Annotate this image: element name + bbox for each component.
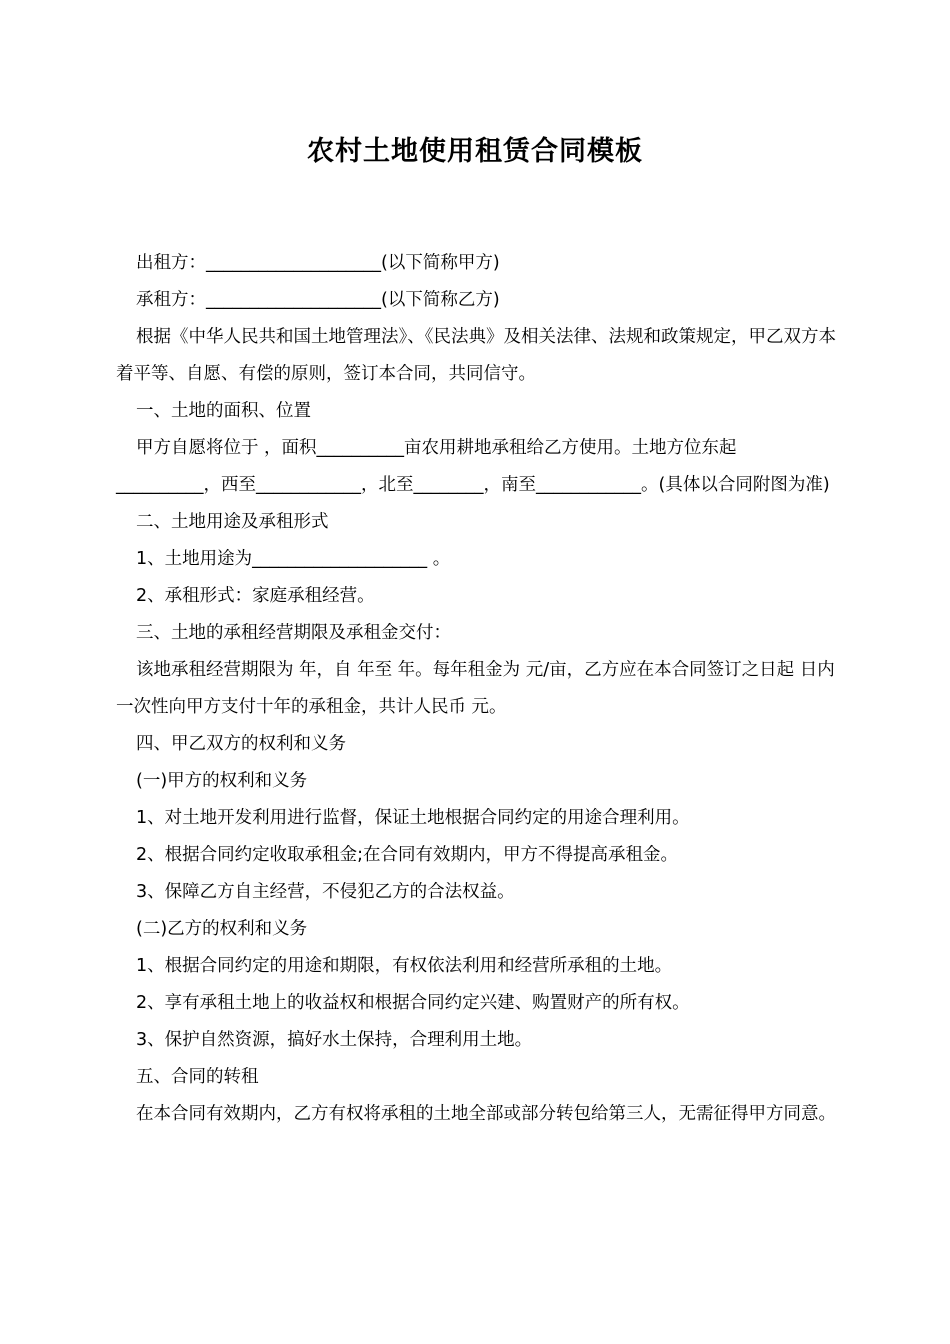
sublease-paragraph: 在本合同有效期内，乙方有权将承租的土地全部或部分转包给第三人，无需征得甲方同意。 xyxy=(136,1104,836,1124)
subsection-heading-party-a: (一)甲方的权利和义务 xyxy=(136,771,308,791)
party-b-clause-1: 1、根据合同约定的用途和期限，有权依法利用和经营所承租的土地。 xyxy=(136,956,673,976)
section-heading-5: 五、合同的转租 xyxy=(136,1067,259,1087)
document-body xyxy=(116,245,838,1133)
section-heading-4: 四、甲乙双方的权利和义务 xyxy=(136,734,346,754)
document-title: 农村土地使用租赁合同模板 xyxy=(307,136,643,167)
party-b-clause-2: 2、享有承租土地上的收益权和根据合同约定兴建、购置财产的所有权。 xyxy=(136,993,690,1013)
party-a-clause-2: 2、根据合同约定收取承租金;在合同有效期内，甲方不得提高承租金。 xyxy=(136,845,679,865)
section-heading-2: 二、土地用途及承租形式 xyxy=(136,512,329,532)
preamble-paragraph: 根据《中华人民共和国土地管理法》、《民法典》及相关法律、法规和政策规定，甲乙双方本着平等、自愿、有偿的原则，签订本合同，共同信守。 xyxy=(116,327,836,384)
party-a-clause-3: 3、保障乙方自主经营，不侵犯乙方的合法权益。 xyxy=(136,882,515,902)
land-location-paragraph: 甲方自愿将位于 ，面积__________亩农用耕地承租给乙方使用。土地方位东起__________，西至____________，北至________，南至____________。(具体以合同附图为准) xyxy=(116,438,830,495)
lease-form-clause: 2、承租形式：家庭承租经营。 xyxy=(136,586,375,606)
party-b-clause-3: 3、保护自然资源，搞好水土保持，合理利用土地。 xyxy=(136,1030,533,1050)
subsection-heading-party-b: (二)乙方的权利和义务 xyxy=(136,919,308,939)
lease-term-paragraph: 该地承租经营期限为 年，自 年至 年。每年租金为 元/亩，乙方应在本合同签订之日起 日内一次性向甲方支付十年的承租金，共计人民币 元。 xyxy=(116,660,835,717)
section-heading-1: 一、土地的面积、位置 xyxy=(136,401,311,421)
party-a-clause-1: 1、对土地开发利用进行监督，保证土地根据合同约定的用途合理利用。 xyxy=(136,808,690,828)
land-use-clause: 1、土地用途为____________________ 。 xyxy=(136,549,451,569)
section-heading-3: 三、土地的承租经营期限及承租金交付： xyxy=(136,623,451,643)
lessor-line: 出租方：____________________(以下简称甲方) xyxy=(136,253,500,273)
lessee-line: 承租方：____________________(以下简称乙方) xyxy=(136,290,500,310)
